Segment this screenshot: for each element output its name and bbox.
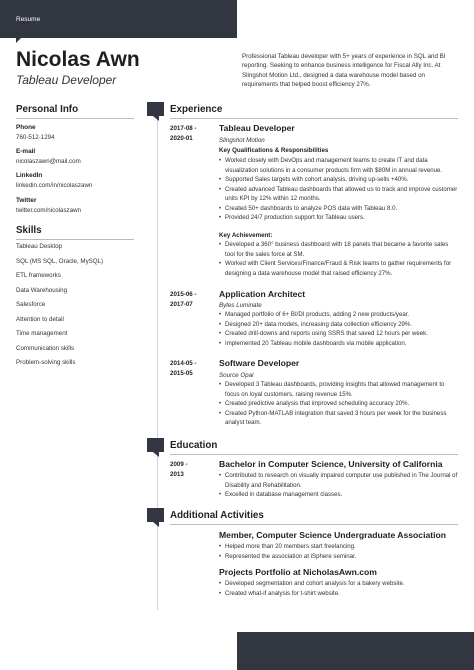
skills-heading: Skills	[16, 225, 42, 236]
experience-rule	[170, 118, 458, 119]
linkedin-value: linkedin.com/in/nicolaszawn	[16, 182, 93, 189]
job-dates	[170, 359, 197, 379]
footer-bar	[237, 632, 474, 670]
candidate-title: Tableau Developer	[16, 73, 117, 87]
activity-title: Projects Portfolio at NicholasAwn.com	[219, 567, 377, 577]
skill-item: Time management	[16, 330, 68, 337]
header-bar	[0, 0, 237, 38]
bullet-item: • Contributed to research on visually impaired computer use published in The Journal of Disability and Rehabilitation.	[219, 471, 459, 490]
job-bullets	[219, 240, 459, 278]
bullet-item: • Excelled in database management classes.	[219, 490, 459, 500]
email-value: nicolaszawn@mail.com	[16, 158, 81, 165]
skill-item: Data Warehousing	[16, 287, 68, 294]
bullet-item: • Worked with Client Services/Finance/Fraud & Risk teams to gather requirements for designing a data warehouse model that raised efficiency 27%.	[219, 259, 459, 278]
phone-value: 760-512-1294	[16, 134, 55, 141]
job-end-date: 2015-05	[170, 370, 193, 377]
twitter-label: Twitter	[16, 197, 37, 204]
skills-rule	[16, 239, 134, 240]
job-bullets	[219, 310, 459, 348]
education-bullets	[219, 471, 459, 500]
job-subheading: Key Achievement:	[219, 232, 273, 239]
job-bullets	[219, 156, 459, 223]
job-title: Software Developer	[219, 358, 300, 368]
linkedin-label: LinkedIn	[16, 172, 43, 179]
twitter-value: twitter.com/nicolaszawn	[16, 207, 81, 214]
bullet-item: • Worked closely with DevOps and management teams to create IT and data visualization solutions in a consumer products firm with $80M in annual revenue.	[219, 156, 459, 175]
education-rule	[170, 454, 458, 455]
timeline-line	[157, 117, 158, 610]
skill-item: SQL (MS SQL, Oracle, MySQL)	[16, 258, 104, 265]
bullet-item: • Implemented 20 Tableau mobile dashboards via mobile application.	[219, 339, 459, 349]
experience-flag-icon	[147, 102, 164, 116]
education-start-date: 2009 -	[170, 461, 188, 468]
job-start-date: 2017-08 -	[170, 125, 197, 132]
activities-rule	[170, 524, 458, 525]
bullet-item: • Managed portfolio of 6+ BI/DI products, adding 2 new products/year.	[219, 310, 459, 320]
bullet-item: • Created Python-MATLAB integration that saved 3 hours per week for the business analyst team.	[219, 409, 459, 428]
job-start-date: 2014-05 -	[170, 360, 197, 367]
summary-text: Professional Tableau developer with 5+ years of experience in SQL and BI reporting. Seeking to enhance business intelligence for Fiscal Ally Inc. At Slingshot Motion Ltd., designed a data warehouse model based on requirements that helped boost efficiency 27%.	[242, 53, 446, 89]
bullet-item: • Developed segmentation and cohort analysis for a bakery website.	[219, 579, 459, 589]
bullet-item: • Developed a 360° business dashboard with 18 panels that became a favorite sales tool for the sales force at SM.	[219, 240, 459, 259]
bullet-item: • Designed 20+ data models, increasing data collection efficiency 29%.	[219, 320, 459, 330]
education-flag-icon	[147, 438, 164, 452]
job-dates	[170, 124, 197, 144]
skill-item: Tableau Desktop	[16, 243, 63, 250]
job-end-date: 2020-01	[170, 135, 193, 142]
bullet-item: • Developed 3 Tableau dashboards, providing insights that allowed management to focus on loyal customers, raising revenue 15%.	[219, 380, 459, 399]
resume-tab-label: Resume	[16, 16, 41, 23]
job-company: Bytes Luminate	[219, 302, 262, 309]
skill-item: Communication skills	[16, 345, 75, 352]
bullet-item: • Created 50+ dashboards to analyze POS data with Tableau 8.0.	[219, 204, 459, 214]
activity-title: Member, Computer Science Undergraduate Association	[219, 530, 446, 540]
experience-heading: Experience	[170, 104, 223, 115]
job-subheading: Key Qualifications & Responsibilities	[219, 147, 329, 154]
bullet-item: • Created what-if analysis for t-shirt website.	[219, 589, 459, 599]
job-dates	[170, 290, 197, 310]
skill-item: Salesforce	[16, 301, 46, 308]
job-end-date: 2017-07	[170, 301, 193, 308]
skill-item: Attention to detail	[16, 316, 64, 323]
bullet-item: • Created predictive analysis that improved scheduling accuracy 20%.	[219, 399, 459, 409]
education-heading: Education	[170, 440, 218, 451]
bullet-item: • Created advanced Tableau dashboards that allowed us to track and improve customer units KPI by 12% within 12 months.	[219, 185, 459, 204]
education-degree: Bachelor in Computer Science, University of California	[219, 459, 443, 469]
job-title: Application Architect	[219, 289, 306, 299]
education-end-date: 2013	[170, 471, 184, 478]
skill-item: Problem-solving skills	[16, 359, 76, 366]
skill-item: ETL frameworks	[16, 272, 61, 279]
bullet-item: • Created drill-downs and reports using SSRS that saved 12 hours per week.	[219, 329, 459, 339]
job-start-date: 2015-06 -	[170, 291, 197, 298]
header-notch	[16, 38, 26, 43]
bullet-item: • Supported Sales targets with cohort analysis, driving up-sells +40%.	[219, 175, 459, 185]
job-bullets	[219, 380, 459, 428]
bullet-item: • Represented the association at iSphere seminar.	[219, 552, 459, 562]
job-company: Source Opal	[219, 372, 254, 379]
email-label: E-mail	[16, 148, 36, 155]
job-title: Tableau Developer	[219, 123, 295, 133]
personal-info-rule	[16, 118, 134, 119]
bullet-item: • Helped more than 20 members start freelancing.	[219, 542, 459, 552]
personal-info-heading: Personal Info	[16, 104, 79, 115]
activities-heading: Additional Activities	[170, 510, 264, 521]
candidate-name: Nicolas Awn	[16, 48, 140, 71]
bullet-item: • Provided 24/7 production support for Tableau users.	[219, 213, 459, 223]
phone-label: Phone	[16, 124, 36, 131]
activity-bullets	[219, 579, 459, 598]
activity-bullets	[219, 542, 459, 561]
job-company: Slingshot Motion	[219, 137, 265, 144]
education-dates	[170, 460, 188, 480]
activities-flag-icon	[147, 508, 164, 522]
